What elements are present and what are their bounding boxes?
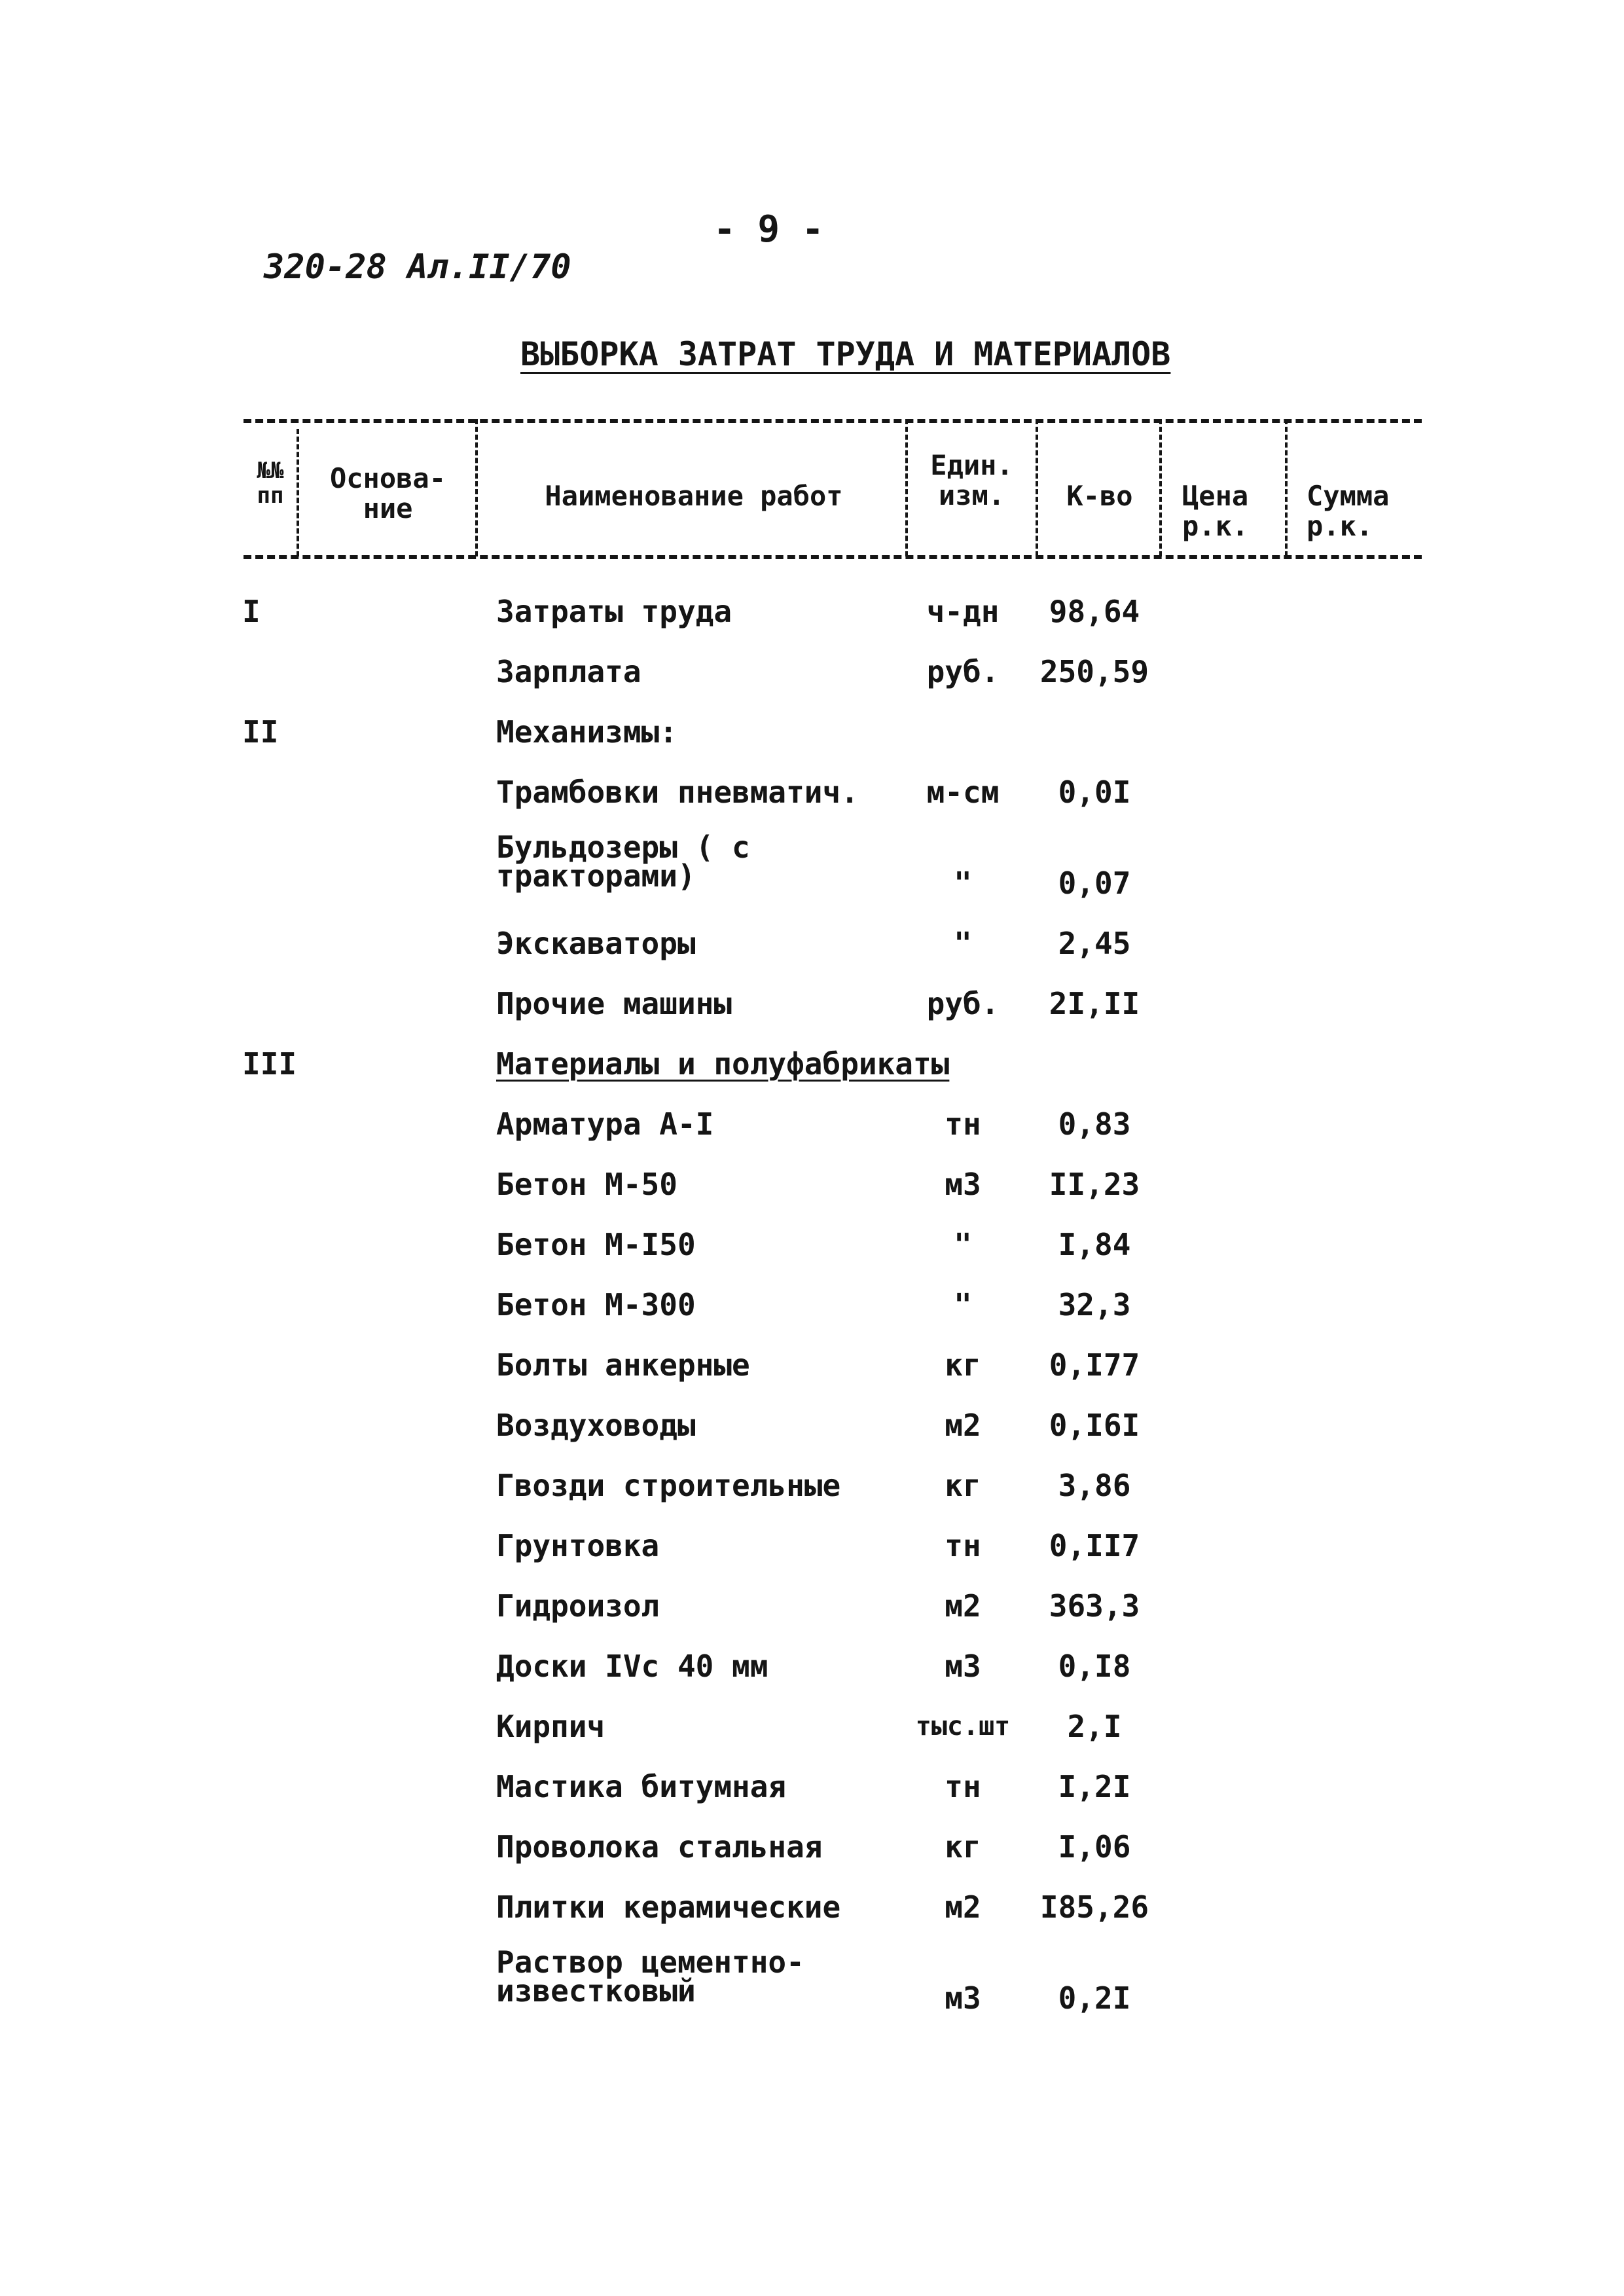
section-number: II [242,714,279,750]
item-unit: " [954,866,972,901]
column-separator [1285,419,1288,556]
item-name: Плитки керамические [496,1889,841,1925]
item-unit: м3 [945,1980,981,2016]
item-quantity: I,06 [1058,1829,1131,1865]
page-number: - 9 - [713,208,824,251]
item-unit: " [954,1287,972,1322]
item-name: Бетон М-50 [496,1167,677,1202]
item-name: Арматура А-I [496,1106,714,1142]
item-unit: " [954,1227,972,1262]
document-code: 320-28 Ал.II/70 [264,247,571,287]
item-name: Экскаваторы [496,926,696,961]
column-header-number: №№ пп [257,458,284,509]
section-title: Материалы и полуфабрикаты [496,1046,950,1082]
item-name: Трамбовки пневматич. [496,774,859,810]
column-separator [1036,419,1038,556]
item-name: Воздуховоды [496,1408,696,1443]
column-header-name: Наименование работ [545,480,843,512]
column-separator [475,419,478,556]
item-name: Кирпич [496,1709,605,1744]
item-unit: руб. [926,654,1000,689]
item-unit: м2 [945,1588,981,1624]
item-quantity: 0,83 [1058,1106,1131,1142]
item-quantity: 0,07 [1058,866,1131,901]
column-header-quantity: К-во [1066,480,1133,512]
table-header-bottom-rule [244,555,1422,559]
item-quantity: 363,3 [1049,1588,1140,1624]
document-title: ВЫБОРКА ЗАТРАТ ТРУДА И МАТЕРИАЛОВ [520,335,1171,373]
item-name: Бетон М-I50 [496,1227,696,1262]
column-separator [905,419,908,556]
item-quantity: 0,I8 [1058,1649,1131,1684]
item-quantity: 2I,II [1049,986,1140,1021]
column-header-basis: Основа- ние [329,462,446,524]
item-name: Грунтовка [496,1528,660,1563]
item-unit: кг [945,1829,981,1865]
item-name: Бетон М-300 [496,1287,696,1322]
item-unit: тн [945,1769,981,1804]
section-number: III [242,1046,297,1082]
item-unit: руб. [926,986,1000,1021]
item-unit: тн [945,1106,981,1142]
item-name: Мастика битумная [496,1769,787,1804]
item-unit: тн [945,1528,981,1563]
item-unit: кг [945,1468,981,1503]
column-separator [297,429,299,556]
section-number: I [242,594,261,629]
item-unit: м3 [945,1167,981,1202]
item-quantity: II,23 [1049,1167,1140,1202]
item-unit: м2 [945,1408,981,1443]
item-unit: м-см [926,774,1000,810]
item-name: Бульдозеры ( с тракторами) [496,829,750,894]
column-header-unit: Един. изм. [930,449,1013,511]
item-quantity: 98,64 [1049,594,1140,629]
section-title: Механизмы: [496,714,677,750]
item-name: Затраты труда [496,594,732,629]
item-quantity: 2,I [1067,1709,1122,1744]
item-name: Гидроизол [496,1588,660,1624]
item-quantity: 2,45 [1058,926,1131,961]
item-unit: м3 [945,1649,981,1684]
item-quantity: 250,59 [1039,654,1149,689]
item-quantity: 0,I77 [1049,1347,1140,1383]
item-unit: " [954,926,972,961]
item-quantity: 0,I6I [1049,1408,1140,1443]
item-quantity: I,84 [1058,1227,1131,1262]
item-quantity: 32,3 [1058,1287,1131,1322]
item-unit: м2 [945,1889,981,1925]
item-unit: кг [945,1347,981,1383]
item-quantity: 0,0I [1058,774,1131,810]
item-name: Раствор цементно- известковый [496,1944,804,2009]
item-name: Болты анкерные [496,1347,750,1383]
item-name: Прочие машины [496,986,732,1021]
column-header-price: Цена р.к. [1182,480,1249,542]
item-name: Проволока стальная [496,1829,823,1865]
item-unit: ч-дн [926,594,1000,629]
item-quantity: I,2I [1058,1769,1131,1804]
item-unit: тыс.шт [915,1711,1011,1741]
column-separator [1159,419,1162,556]
item-name: Гвозди строительные [496,1468,841,1503]
table-header-top-rule [244,419,1422,423]
column-header-sum: Сумма р.к. [1307,480,1390,542]
item-quantity: I85,26 [1039,1889,1149,1925]
item-quantity: 0,2I [1058,1980,1131,2016]
item-quantity: 0,II7 [1049,1528,1140,1563]
item-name: Зарплата [496,654,641,689]
item-quantity: 3,86 [1058,1468,1131,1503]
item-name: Доски IVс 40 мм [496,1649,768,1684]
